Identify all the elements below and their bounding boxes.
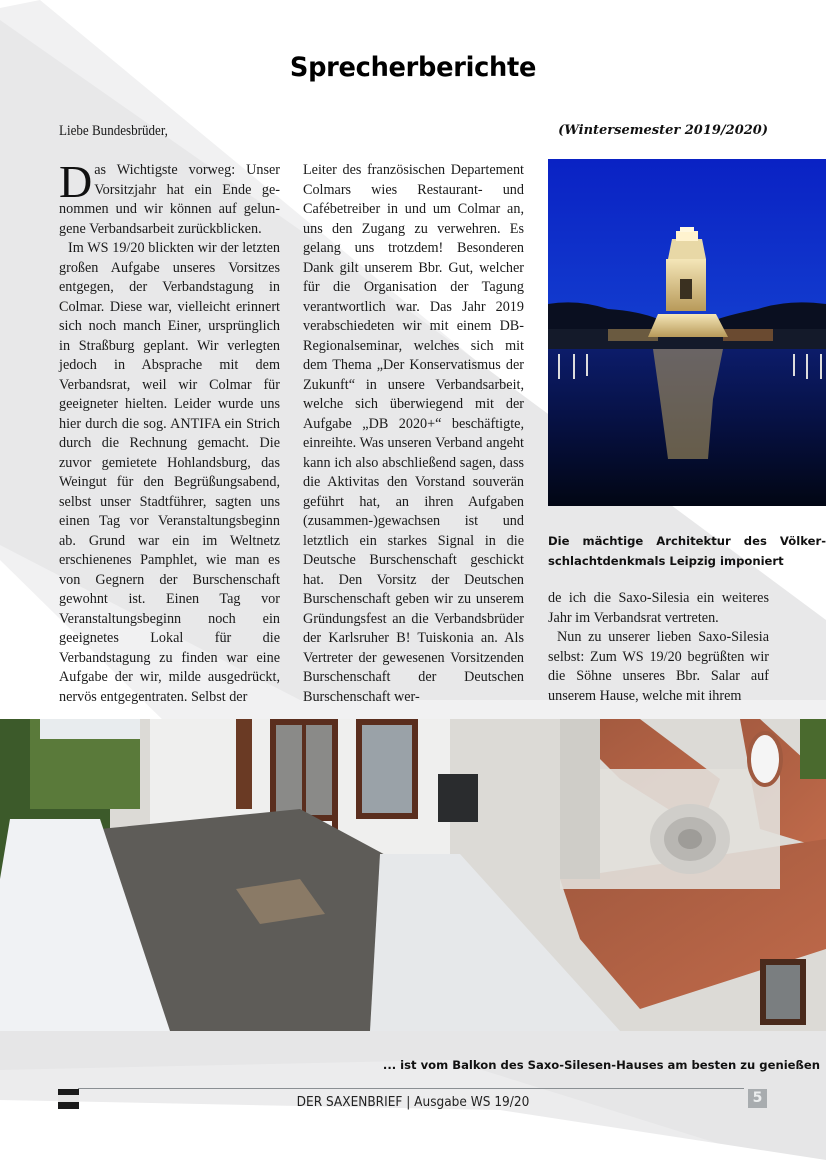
balcony-caption: ... ist vom Balkon des Saxo-Silesen-Hauses am besten zu genießen xyxy=(382,1058,820,1072)
page-title: Sprecherberichte xyxy=(289,52,537,83)
paragraph: de ich die Saxo-Silesia ein weiteres Jahr im Verbandsrat vertreten. xyxy=(548,590,769,626)
drop-cap: D xyxy=(59,156,93,207)
monument-caption: Die mächtige Architektur des Völkerschlachtdenkmals Leipzig imponiert xyxy=(548,534,826,568)
balcony-image xyxy=(0,719,826,1031)
semester-label: (Wintersemester 2019/2020) xyxy=(558,123,768,138)
text-column-1 xyxy=(59,156,280,707)
greeting: Liebe Bundesbrüder, xyxy=(59,123,168,139)
paragraph-text: as Wichtigste vorweg: Unser Vorsitzjahr hat ein Ende genommen und wir können auf gelungene Verbandsarbeit zurückblicken. xyxy=(59,162,280,237)
paragraph: Im WS 19/20 blickten wir der letzten großen Aufgabe unseres Vorsitzes entgegen, der Verbandstagung in Colmar. Diese war, vielleicht erinnert sich noch manch Einer, ursprünglich in Straßburg geplant. Wir verlegten jedoch in Absprache mit dem Verbandsrat, weil wir Colmar für geeigneter hielten. Leider wurde uns hier durch die sog. ANTIFA ein Strich durch die Rechnung gemacht. Die zuvor gemietete Hohlandsburg, das Weingut für den Begrüßungsabend, selbst unser Stadtführer, sagten uns einen Tag vor Veranstaltungsbeginn ab. Grund war ein im Weltnetz erschienenes Pamphlet, wie man es von Gegnern der Burschenschaft gewohnt ist. Einen Tag vor Veranstaltungsbeginn noch ein geeignetes Lokal für die Verbandstagung zu finden war eine Aufgabe der wir, milde ausgedrückt, nervös entgegentraten. Selbst der xyxy=(59,240,280,705)
text-column-3 xyxy=(548,589,769,706)
voelkerschlachtdenkmal-image xyxy=(548,159,826,506)
balcony-panorama-photo xyxy=(0,719,826,1031)
text-column-2 xyxy=(303,161,524,707)
publication-footer: DER SAXENBRIEF | Ausgabe WS 19/20 xyxy=(296,1094,530,1110)
paragraph: Nun zu unserer lieben Saxo-Silesia selbst: Zum WS 19/20 begrüßten wir die Söhne unseres Bbr. Salar auf unserem Hause, welche mit ihrem xyxy=(548,629,769,704)
footer-rule xyxy=(78,1088,744,1089)
page-number: 5 xyxy=(748,1089,767,1108)
monument-photo xyxy=(548,159,826,506)
paragraph xyxy=(59,156,280,239)
paragraph: Leiter des französischen Departement Colmars wies Restaurant- und Cafébetreiber in und um Colmar an, uns den Zugang zu verwehren. Es gelang uns trotzdem! Besonderen Dank gilt unserem Bbr. Gut, welcher für die Organisation der Tagung verantwortlich war. Das Jahr 2019 verabschiedeten wir mit einem DB-Regionalseminar, welches sich mit dem Thema „Der Konservatismus der Zukunft“ in unsere Verbandsarbeit, welche sich überwiegend mit der Aufgabe „DB 2020+“ beschäftigte, einreihte. Was unseren Verband angeht kann ich also abschließend sagen, dass die Aktivitas den Vorstand souverän geführt hat, an ihren Aufgaben (zusammen-)gewachsen ist und letztlich ein starkes Signal in die Deutsche Burschenschaft geschickt hat. Den Vorsitz der Deutschen Burschenschaft geben wir zu unserem Gründungsfest an die Verbandsbrüder der Karlsruher B! Tuiskonia an. Als Vertreter der gewesenen Vorsitzenden Burschenschaft der Deutschen Burschenschaft wer- xyxy=(303,162,524,705)
